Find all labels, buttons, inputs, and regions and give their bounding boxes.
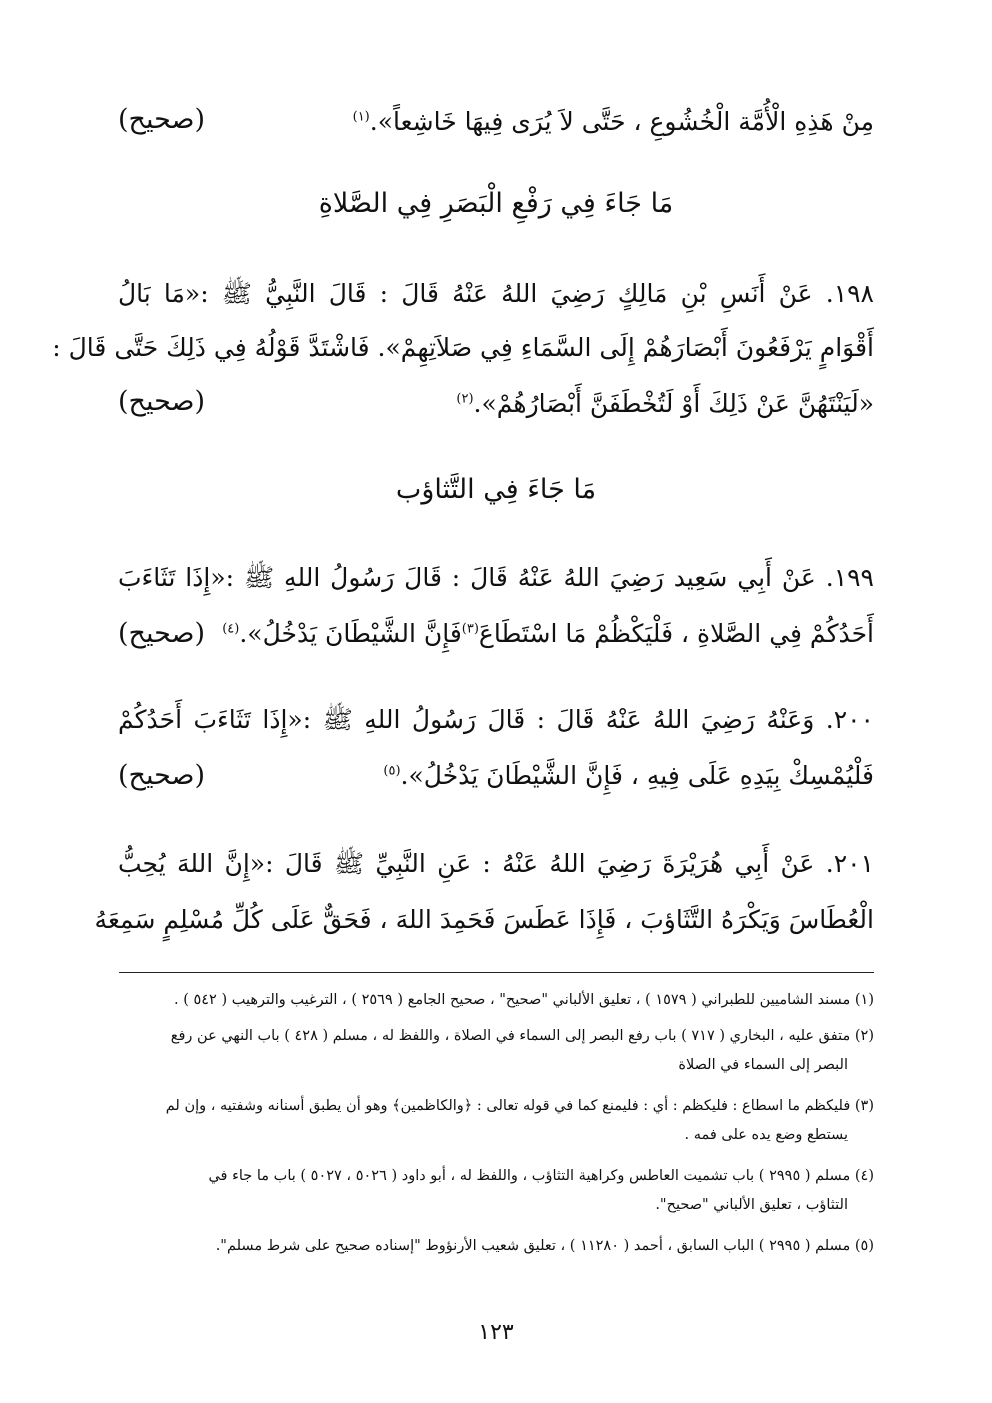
footnote-text-continued: البصر إلى السماء في الصلاة	[678, 1057, 848, 1073]
text-segment: فَلْيُمْسِكْ بِيَدِهِ عَلَى فِيهِ ، فَإِنَّ الشَّيْطَانَ يَدْخُلُ».	[400, 761, 874, 790]
footnote-text: (٢) متفق عليه ، البخاري ( ٧١٧ ) باب رفع البصر إلى السماء في الصلاة ، واللفظ له ، مسلم ( ٤٢٨ ) باب النهي عن رفع	[170, 1028, 874, 1044]
text-line	[290, 100, 874, 144]
grade-label: (صحيح)	[118, 386, 205, 417]
footnote-text-continued: التثاؤب ، تعليق الألباني "صحيح".	[655, 1197, 848, 1213]
hadith-198-line-2: أَقْوَامٍ يَرْفَعُونَ أَبْصَارَهُمْ إِلَى السَّمَاءِ فِي صَلاَتِهِمْ». فَاشْتَدَّ قَوْلُهُ فِي ذَلِكَ حَتَّى قَالَ :	[52, 333, 874, 362]
hadith-201-line-1: ٢٠١. عَنْ أَبِي هُرَيْرَةَ رَضِيَ اللهُ عَنْهُ : عَنِ النَّبِيِّ ﷺ قَالَ :«إِنَّ اللهَ يُحِبُّ	[118, 849, 874, 878]
footnote-ref[interactable]: (٢)	[456, 391, 474, 407]
hadith-199-line-2	[222, 612, 874, 656]
footnote-5: (٥) مسلم ( ٢٩٩٥ ) الباب السابق ، أحمد ( ١١٢٨٠ ) ، تعليق شعيب الأرنؤوط "إسناده صحيح على شرط مسلم".	[215, 1238, 874, 1254]
footnote-2	[118, 1022, 874, 1080]
grade-label: (صحيح)	[118, 760, 205, 791]
hadith-199-line-1: ١٩٩. عَنْ أَبِي سَعِيد رَضِيَ اللهُ عَنْهُ قَالَ : قَالَ رَسُولُ اللهِ ﷺ :«إِذَا تَثَاءَبَ	[118, 563, 874, 592]
text-segment: فَإِنَّ الشَّيْطَانَ يَدْخُلُ».	[239, 619, 462, 648]
hadith-200-line-1: ٢٠٠. وَعَنْهُ رَضِيَ اللهُ عَنْهُ قَالَ : قَالَ رَسُولُ اللهِ ﷺ :«إِذَا تَثَاءَبَ أَحَدُكُمْ	[118, 705, 874, 734]
text-segment: «لَيَنْتَهُنَّ عَنْ ذَلِكَ أَوْ لَتُخْطَفَنَّ أَبْصَارُهُمْ».	[473, 389, 874, 418]
section-heading: مَا جَاءَ فِي التَّثاؤب	[395, 474, 597, 505]
footnote-text: (٣) فليكظم ما اسطاع : فليكظم : أي : فليمنع كما في قوله تعالى : ﴿والكاظمين﴾ وهو أن يطبق أسنانه وشفتيه ، وإن لم	[165, 1098, 874, 1114]
footnote-text-continued: يستطع وضع يده على فمه .	[684, 1127, 848, 1143]
footnote-ref[interactable]: (٥)	[383, 763, 401, 779]
page-number: ١٢٣	[478, 1320, 514, 1345]
footnote-3	[118, 1092, 874, 1150]
text-segment: مِنْ هَذِهِ الْأُمَّة الْخُشُوعِ ، حَتَّى لاَ يُرَى فِيهَا خَاشِعاً».	[369, 107, 874, 136]
footnote-4	[118, 1162, 874, 1220]
footnote-1: (١) مسند الشاميين للطبراني ( ١٥٧٩ ) ، تعليق الألباني "صحيح" ، صحيح الجامع ( ٢٥٦٩ ) ، الترغيب والترهيب ( ٥٤٢ ) .	[173, 992, 874, 1008]
hadith-198-line-3	[290, 382, 874, 426]
text-segment: أَحَدُكُمْ فِي الصَّلاةِ ، فَلْيَكْظُمْ مَا اسْتَطَاعَ	[478, 619, 874, 648]
footnote-ref[interactable]: (١)	[352, 109, 370, 125]
grade-label: (صحيح)	[118, 104, 205, 135]
footnote-ref[interactable]: (٤)	[222, 621, 240, 637]
footnote-ref[interactable]: (٣)	[461, 621, 479, 637]
section-heading: مَا جَاءَ فِي رَفْعِ الْبَصَرِ فِي الصَّلاةِ	[318, 188, 674, 219]
hadith-198-line-1: ١٩٨. عَنْ أَنَسِ بْنِ مَالِكٍ رَضِيَ اللهُ عَنْهُ قَالَ : قَالَ النَّبِيُّ ﷺ :«مَا بَالُ	[118, 279, 874, 308]
hadith-200-line-2	[290, 754, 874, 798]
grade-label: (صحيح)	[118, 618, 205, 649]
hadith-201-line-2: الْعُطَاسَ وَيَكْرَهُ التَّثَاؤبَ ، فَإِذَا عَطَسَ فَحَمِدَ اللهَ ، فَحَقٌّ عَلَى كُلِّ مُسْلِمٍ سَمِعَهُ	[94, 905, 874, 934]
footnote-text: (٤) مسلم ( ٢٩٩٥ ) باب تشميت العاطس وكراهية التثاؤب ، واللفظ له ، أبو داود ( ٥٠٢٦ ، ٥٠٢٧ ) باب ما جاء في	[208, 1168, 874, 1184]
footnote-divider	[119, 972, 874, 973]
